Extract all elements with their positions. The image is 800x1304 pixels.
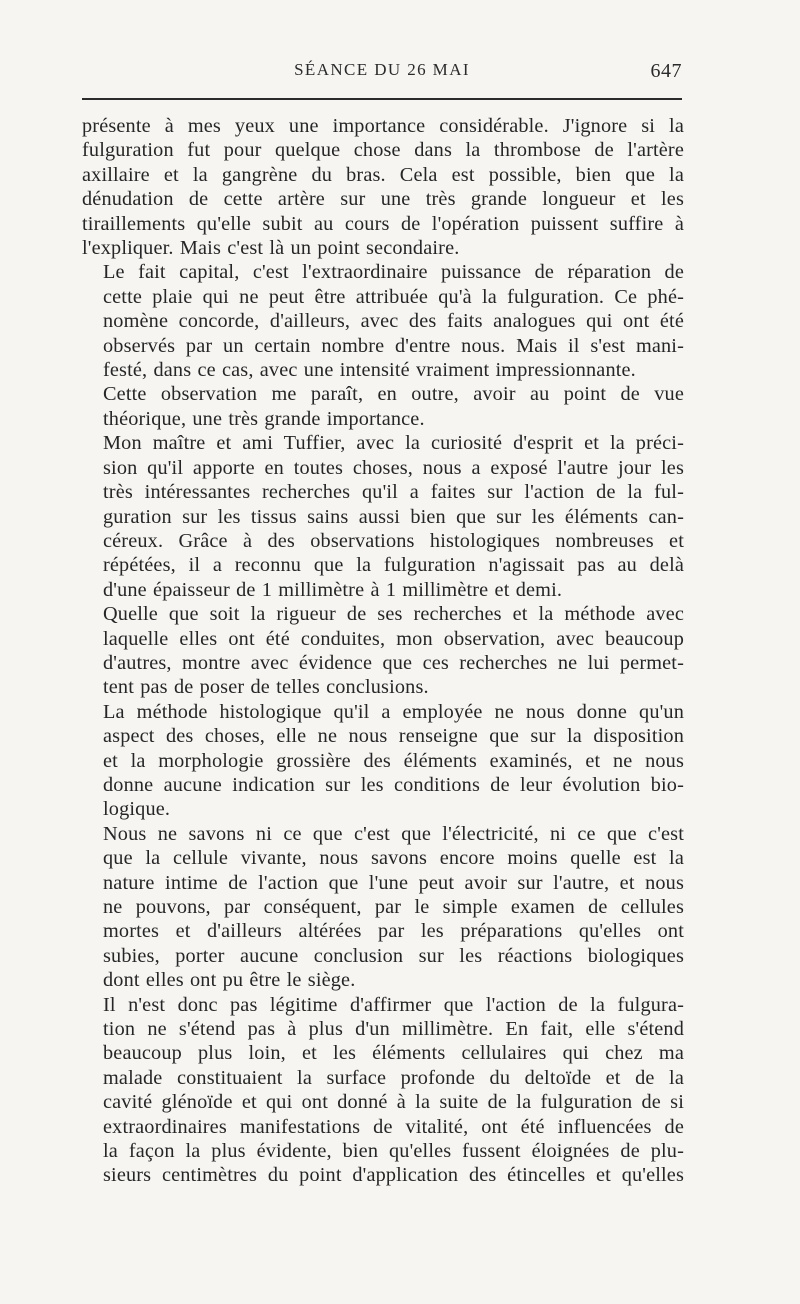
text-line: Le fait capital, c'est l'extraordinaire puissance de réparation de	[103, 261, 684, 284]
text-line: axillaire et la gangrène du bras. Cela est possible, bien que la	[82, 163, 684, 186]
text-line: d'autres, montre avec évidence que ces recherches ne lui permet-	[103, 651, 684, 674]
paragraph	[82, 382, 684, 431]
paragraph	[82, 993, 684, 1188]
text-line: présente à mes yeux une importance considérable. J'ignore si la	[82, 115, 684, 137]
text-line: festé, dans ce cas, avec une intensité vraiment impressionnante.	[103, 359, 636, 382]
text-line: logique.	[103, 798, 171, 821]
text-line: tiraillements qu'elle subit au cours de l'opération puissent suffire à	[82, 212, 684, 235]
text-line: théorique, une très grande importance.	[103, 407, 425, 430]
running-head	[82, 60, 682, 86]
page-number: 647	[650, 60, 682, 82]
text-line: très intéressantes recherches qu'il a faites sur l'action de la ful-	[103, 481, 684, 504]
paragraph	[82, 431, 684, 602]
text-line: malade constituaient la surface profonde du deltoïde et de la	[103, 1066, 684, 1089]
running-title: SÉANCE DU 26 MAI	[294, 60, 470, 79]
text-line: dénudation de cette artère sur une très grande longueur et les	[82, 188, 684, 211]
text-line: cette plaie qui ne peut être attribuée qu'à la fulguration. Ce phé-	[103, 285, 684, 308]
text-line: Quelle que soit la rigueur de ses recherches et la méthode avec	[103, 603, 684, 626]
text-line: fulguration fut pour quelque chose dans la thrombose de l'artère	[82, 139, 684, 162]
paragraph	[82, 260, 684, 382]
text-line: aspect des choses, elle ne nous renseigne que sur la disposition	[103, 725, 684, 748]
text-line: tion ne s'étend pas à plus d'un millimètre. En fait, elle s'étend	[103, 1018, 684, 1041]
text-line: guration sur les tissus sains aussi bien que sur les éléments can-	[103, 505, 684, 528]
text-line: répétées, il a reconnu que la fulguration n'agissait pas au delà	[103, 554, 684, 577]
text-line: sieurs centimètres du point d'application des étincelles et qu'elles	[103, 1164, 684, 1187]
text-line: subies, porter aucune conclusion sur les réactions biologiques	[103, 944, 684, 967]
text-line: beaucoup plus loin, et les éléments cellulaires qui chez ma	[103, 1042, 684, 1065]
text-line: l'expliquer. Mais c'est là un point secondaire.	[82, 237, 460, 260]
header-rule	[82, 98, 682, 100]
text-line: Nous ne savons ni ce que c'est que l'électricité, ni ce que c'est	[103, 822, 684, 845]
text-line: mortes et d'ailleurs altérées par les préparations qu'elles ont	[103, 920, 684, 943]
text-line: et la morphologie grossière des éléments examinés, et ne nous	[103, 749, 684, 772]
text-line: laquelle elles ont été conduites, mon observation, avec beaucoup	[103, 627, 684, 650]
text-line: ne pouvons, par conséquent, par le simple examen de cellules	[103, 896, 684, 918]
text-line: observés par un certain nombre d'entre nous. Mais il s'est mani-	[103, 334, 684, 357]
text-line: Il n'est donc pas légitime d'affirmer que l'action de la fulgura-	[103, 993, 684, 1016]
paragraph	[82, 114, 684, 260]
text-line: que la cellule vivante, nous savons encore moins quelle est la	[103, 847, 684, 870]
text-line: La méthode histologique qu'il a employée ne nous donne qu'un	[103, 700, 684, 723]
text-line: sion qu'il apporte en toutes choses, nous a exposé l'autre jour les	[103, 456, 684, 479]
paragraph	[82, 822, 684, 993]
text-line: cavité glénoïde et qui ont donné à la suite de la fulguration de si	[103, 1091, 684, 1114]
paragraph	[82, 602, 684, 700]
text-line: Cette observation me paraît, en outre, avoir au point de vue	[103, 383, 684, 406]
body-text	[82, 114, 684, 1188]
text-line: dont elles ont pu être le siège.	[103, 969, 356, 992]
text-line: donne aucune indication sur les conditions de leur évolution bio-	[103, 773, 684, 796]
text-line: céreux. Grâce à des observations histologiques nombreuses et	[103, 529, 684, 552]
text-line: Mon maître et ami Tuffier, avec la curiosité d'esprit et la préci-	[103, 432, 684, 455]
text-line: nature intime de l'action que l'une peut avoir sur l'autre, et nous	[103, 871, 684, 894]
text-line: extraordinaires manifestations de vitalité, ont été influencées de	[103, 1115, 684, 1138]
text-line: la façon la plus évidente, bien qu'elles fussent éloignées de plu-	[103, 1140, 684, 1163]
text-line: tent pas de poser de telles conclusions.	[103, 676, 429, 699]
text-line: d'une épaisseur de 1 millimètre à 1 millimètre et demi.	[103, 578, 563, 601]
paragraph	[82, 700, 684, 822]
text-line: nomène concorde, d'ailleurs, avec des faits analogues qui ont été	[103, 310, 684, 333]
